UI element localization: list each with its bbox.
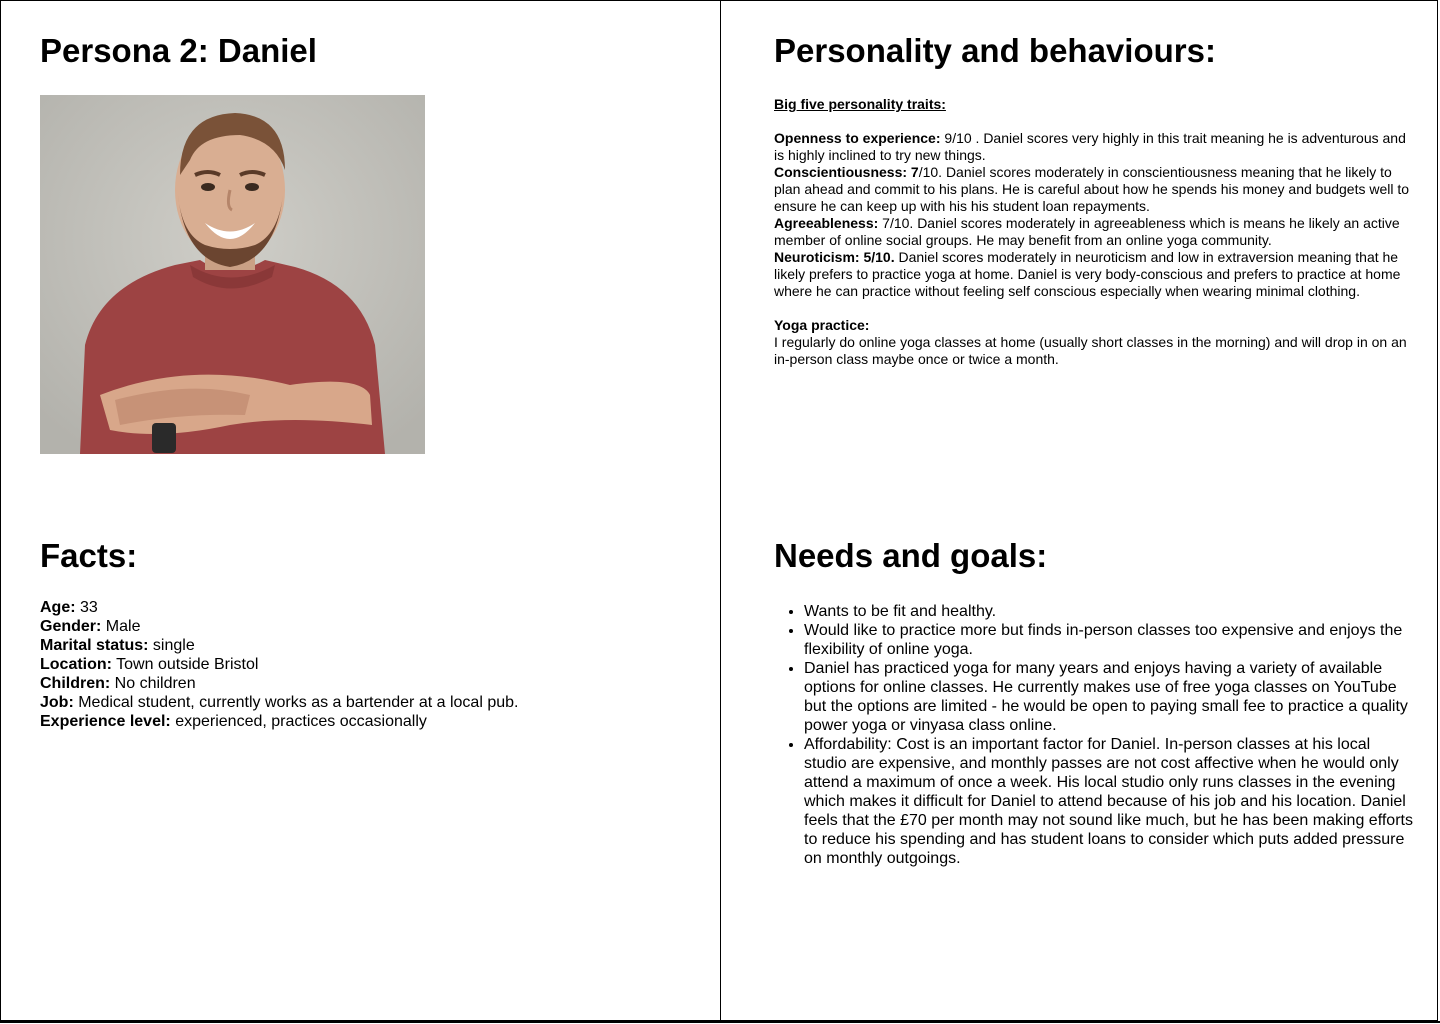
fact-value: No children	[110, 675, 196, 692]
fact-label: Children:	[40, 675, 111, 692]
fact-label: Experience level:	[40, 713, 171, 730]
trait-label: Openness to experience:	[774, 130, 941, 146]
trait-neuroticism	[774, 249, 1414, 300]
list-item: • Wants to be fit and healthy.	[804, 602, 1414, 621]
trait-conscientiousness	[774, 164, 1414, 215]
fact-experience-level	[40, 712, 518, 731]
list-item: • Daniel has practiced yoga for many years and enjoys having a variety of available options for online classes. He currently makes use of free yoga classes on YouTube but the options are limited - he would be open to paying small fee to practice a quality power yoga or vinyasa class online.	[804, 659, 1414, 735]
needs-list	[774, 602, 1414, 868]
fact-value: experienced, practices occasionally	[170, 713, 427, 730]
big-five-subheading: Big five personality traits:	[774, 96, 946, 112]
yoga-practice-text: I regularly do online yoga classes at home (usually short classes in the morning) and will drop in on an in-person class maybe once or twice a month.	[774, 334, 1407, 367]
needs-title: Needs and goals:	[774, 537, 1048, 574]
fact-value: Town outside Bristol	[112, 656, 259, 673]
column-divider	[720, 0, 721, 1021]
persona-photo	[40, 95, 425, 454]
list-item: • Affordability: Cost is an important factor for Daniel. In-person classes at his local studio are expensive, and monthly passes are not cost affective when he would only attend a maximum of once a week. His local studio only runs classes in the evening which makes it difficult for Daniel to attend because of his job and his location. Daniel feels that the £70 per month may not sound like much, but he has been making efforts to reduce his spending and has student loans to consider which puts added pressure on monthly outgoings.	[804, 735, 1414, 868]
personality-section	[774, 96, 1414, 368]
fact-children	[40, 674, 518, 693]
fact-label: Job:	[40, 694, 74, 711]
yoga-heading-text: Yoga practice:	[774, 317, 870, 333]
persona-photo-illustration	[40, 95, 425, 454]
trait-agreeableness	[774, 215, 1414, 249]
facts-list	[40, 598, 518, 731]
persona-title: Persona 2: Daniel	[40, 32, 317, 69]
trait-text: Daniel scores moderately in neuroticism and low in extraversion meaning that he likely prefers to practice yoga at home. Daniel is very body-conscious and prefers to practice at home where he can practice without feeling self conscious especially when wearing minimal clothing.	[774, 249, 1401, 299]
fact-label: Gender:	[40, 618, 102, 635]
facts-title: Facts:	[40, 537, 138, 574]
fact-label: Age:	[40, 599, 76, 616]
list-item: • Would like to practice more but finds in-person classes too expensive and enjoys the flexibility of online yoga.	[804, 621, 1414, 659]
fact-job	[40, 693, 518, 712]
fact-gender	[40, 617, 518, 636]
fact-label: Location:	[40, 656, 112, 673]
fact-value: Medical student, currently works as a bartender at a local pub.	[73, 694, 519, 711]
personality-title: Personality and behaviours:	[774, 32, 1216, 69]
fact-value: single	[148, 637, 195, 654]
fact-label: Marital status:	[40, 637, 149, 654]
yoga-practice-heading	[774, 317, 1414, 334]
fact-age	[40, 598, 518, 617]
trait-label: Neuroticism: 5/10.	[774, 249, 895, 265]
page-bottom-border	[0, 1021, 1440, 1023]
trait-text: 7/10. Daniel scores moderately in agreeableness which is means he likely an active member of online social groups. He may benefit from an online yoga community.	[774, 215, 1400, 248]
fact-location	[40, 655, 518, 674]
trait-openness	[774, 130, 1414, 164]
trait-label: Agreeableness:	[774, 215, 879, 231]
fact-value: Male	[101, 618, 141, 635]
trait-label: Conscientiousness: 7	[774, 164, 919, 180]
fact-marital-status	[40, 636, 518, 655]
trait-text: /10. Daniel scores moderately in conscientiousness meaning that he likely to plan ahead and commit to his plans. He is careful about how he spends his money and budgets well to ensure he can keep up with his his student loan repayments.	[774, 164, 1410, 214]
trait-text: 9/10 . Daniel scores very highly in this trait meaning he is adventurous and is highly inclined to try new things.	[774, 130, 1406, 163]
needs-section	[774, 602, 1414, 868]
fact-value: 33	[75, 599, 98, 616]
